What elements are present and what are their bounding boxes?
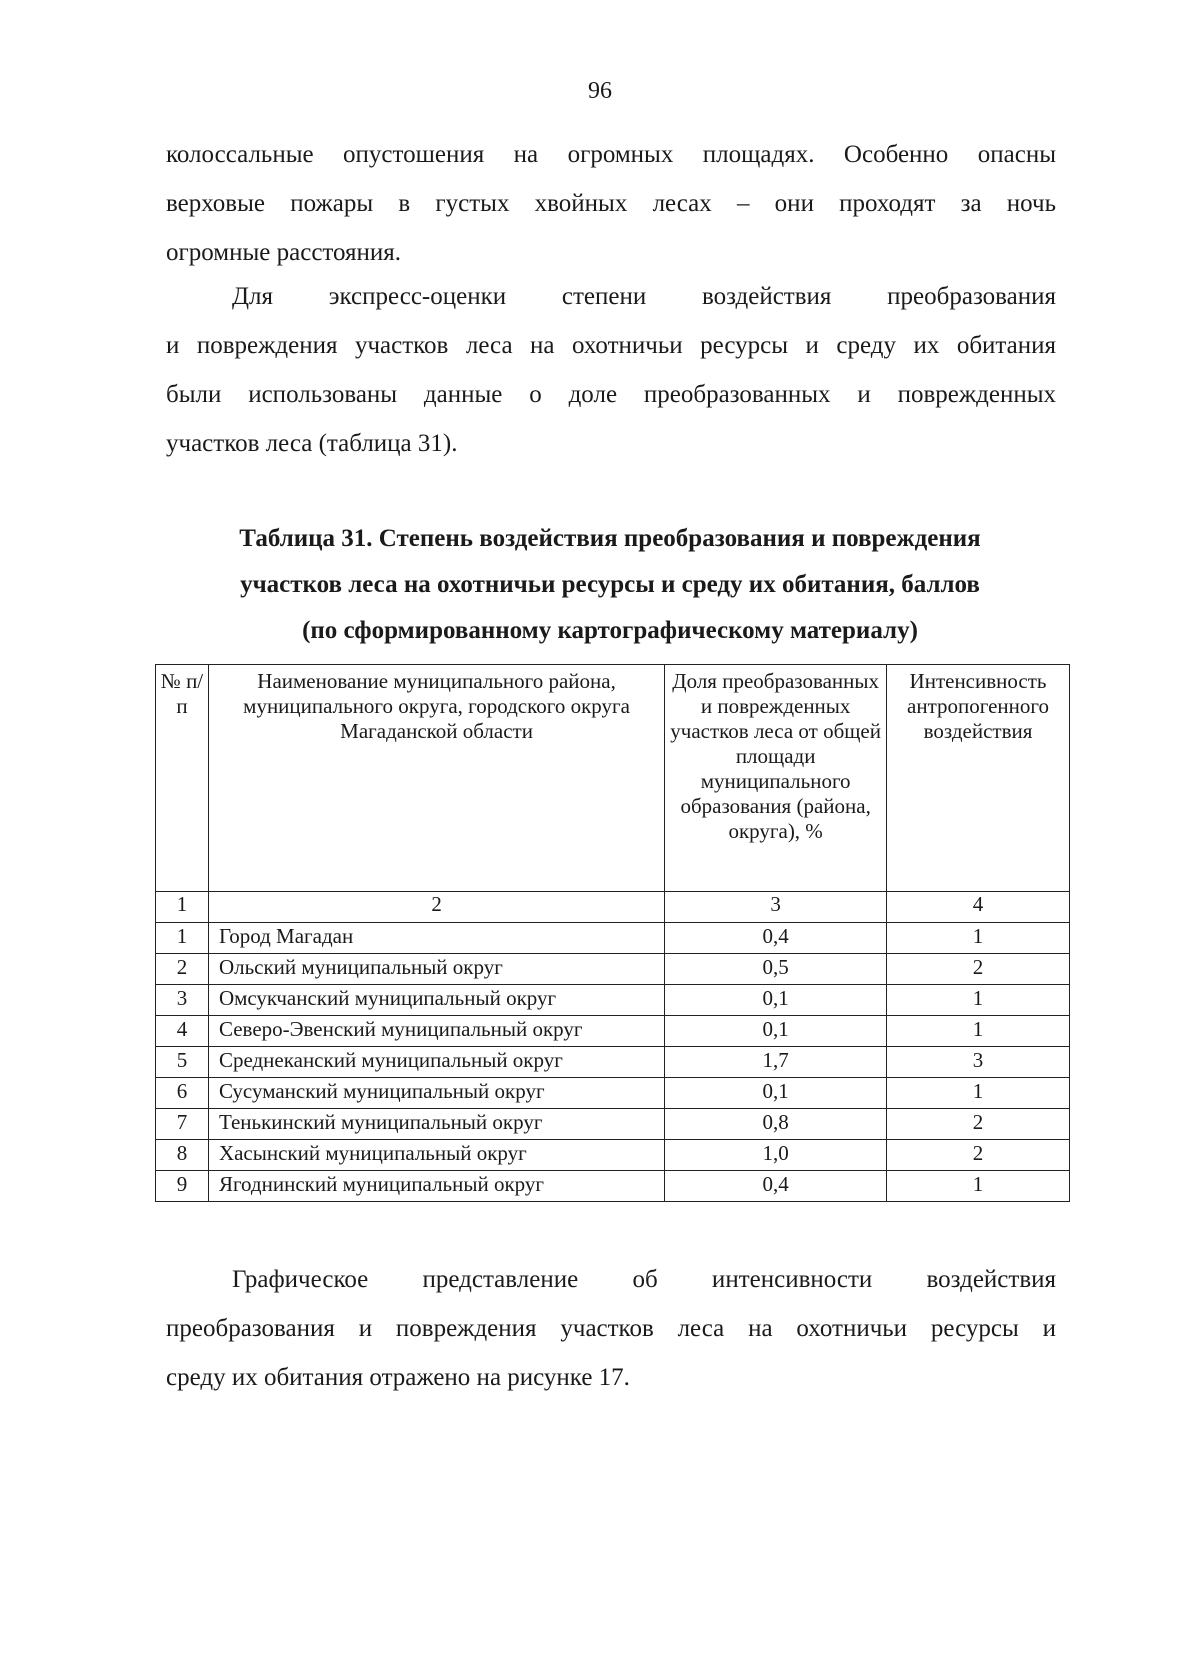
table-row [156, 954, 1070, 985]
cell-name: Омсукчанский муниципальный округ [208, 985, 664, 1016]
cell-name: Ольский муниципальный округ [208, 954, 664, 985]
cell-name: Северо-Эвенский муниципальный округ [208, 1016, 664, 1047]
header-name: Наименование муниципального района, муниципального округа, городского округа Магаданской области [208, 665, 664, 892]
cell-intensity: 3 [887, 1047, 1070, 1078]
cell-intensity: 2 [887, 954, 1070, 985]
cell-name: Хасынский муниципальный округ [208, 1140, 664, 1171]
cell-name: Город Магадан [208, 923, 664, 954]
header-intensity: Интенсивность антропогенного воздействия [887, 665, 1070, 892]
table-row [156, 1140, 1070, 1171]
index-cell: 1 [156, 892, 209, 923]
text-line: огромные расстояния. [166, 239, 402, 266]
cell-share: 0,1 [665, 1016, 887, 1047]
text-line: Графическое представление об интенсивности воздействия [232, 1266, 1056, 1293]
cell-share: 0,4 [665, 1171, 887, 1202]
table-caption [160, 516, 1060, 654]
text-line: колоссальные опустошения на огромных площадях. Особенно опасны [166, 141, 1056, 168]
cell-intensity: 1 [887, 1078, 1070, 1109]
index-cell: 3 [665, 892, 887, 923]
table-row [156, 1109, 1070, 1140]
header-share: Доля преобразованных и поврежденных участков леса от общей площади муниципального образования (района, округа), % [665, 665, 887, 892]
cell-intensity: 1 [887, 985, 1070, 1016]
text-line: были использованы данные о доле преобразованных и поврежденных [166, 381, 1056, 408]
cell-share: 0,1 [665, 1078, 887, 1109]
header-number: № п/п [156, 665, 209, 892]
cell-share: 1,7 [665, 1047, 887, 1078]
cell-number: 7 [156, 1109, 209, 1140]
cell-number: 9 [156, 1171, 209, 1202]
cell-number: 6 [156, 1078, 209, 1109]
paragraph-assessment [166, 272, 1056, 468]
cell-number: 2 [156, 954, 209, 985]
table-row [156, 1171, 1070, 1202]
table-row [156, 923, 1070, 954]
caption-line: участков леса на охотничьи ресурсы и среду их обитания, баллов [240, 571, 980, 598]
table-row [156, 1047, 1070, 1078]
cell-share: 0,4 [665, 923, 887, 954]
text-line: верховые пожары в густых хвойных лесах – они проходят за ночь [166, 190, 1056, 217]
text-line: Для экспресс-оценки степени воздействия преобразования [232, 283, 1056, 310]
table-header-row [156, 665, 1070, 892]
text-line: и повреждения участков леса на охотничьи ресурсы и среду их обитания [166, 332, 1056, 359]
cell-share: 0,8 [665, 1109, 887, 1140]
caption-line: Таблица 31. Степень воздействия преобразования и повреждения [239, 525, 981, 552]
cell-number: 8 [156, 1140, 209, 1171]
table-row [156, 985, 1070, 1016]
table-row [156, 1078, 1070, 1109]
cell-intensity: 2 [887, 1109, 1070, 1140]
cell-share: 1,0 [665, 1140, 887, 1171]
caption-line: (по сформированному картографическому материалу) [302, 617, 918, 644]
index-cell: 2 [208, 892, 664, 923]
page-number: 96 [588, 78, 612, 104]
cell-name: Тенькинский муниципальный округ [208, 1109, 664, 1140]
cell-number: 3 [156, 985, 209, 1016]
cell-number: 5 [156, 1047, 209, 1078]
cell-intensity: 1 [887, 923, 1070, 954]
paragraph-graphic [166, 1255, 1056, 1402]
cell-number: 1 [156, 923, 209, 954]
table-index-row [156, 892, 1070, 923]
cell-share: 0,1 [665, 985, 887, 1016]
data-table [155, 664, 1070, 1202]
paragraph-fires [166, 130, 1056, 277]
cell-intensity: 1 [887, 1016, 1070, 1047]
cell-intensity: 1 [887, 1171, 1070, 1202]
cell-intensity: 2 [887, 1140, 1070, 1171]
table-row [156, 1016, 1070, 1047]
cell-share: 0,5 [665, 954, 887, 985]
cell-name: Среднеканский муниципальный округ [208, 1047, 664, 1078]
cell-name: Ягоднинский муниципальный округ [208, 1171, 664, 1202]
text-line: среду их обитания отражено на рисунке 17. [166, 1364, 630, 1391]
cell-name: Сусуманский муниципальный округ [208, 1078, 664, 1109]
cell-number: 4 [156, 1016, 209, 1047]
index-cell: 4 [887, 892, 1070, 923]
text-line: участков леса (таблица 31). [166, 430, 458, 457]
text-line: преобразования и повреждения участков леса на охотничьи ресурсы и [166, 1315, 1056, 1342]
